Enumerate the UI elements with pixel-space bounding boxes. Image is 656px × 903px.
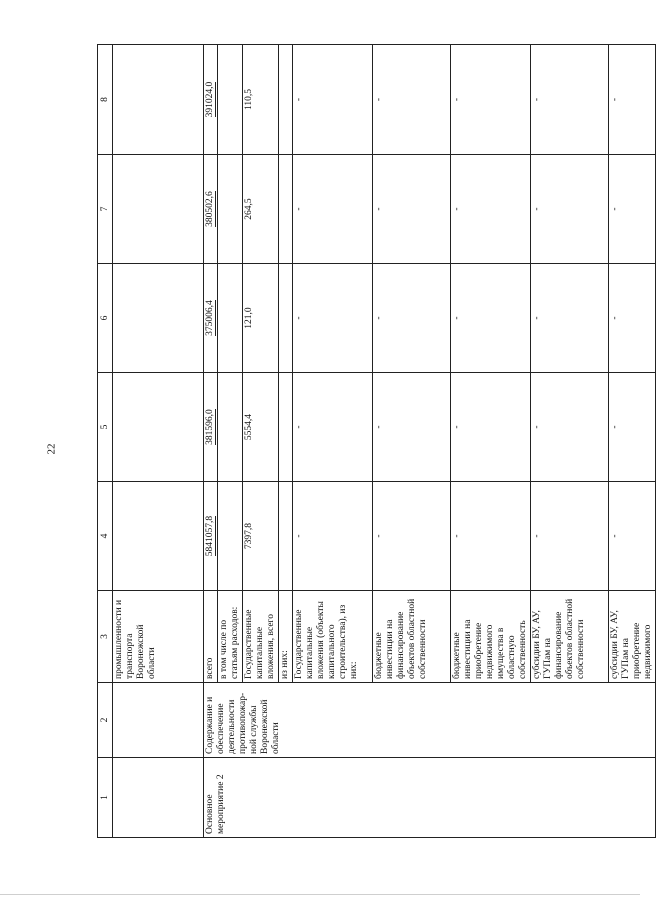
cell-value: - <box>293 264 373 373</box>
row-label: субсидии БУ, АУ, ГУПам на приобретение недвижимого <box>609 591 656 683</box>
cell-value: - <box>609 482 656 591</box>
cell-value <box>279 264 293 373</box>
cell-value: 391024,0 <box>205 81 215 118</box>
cell-value: 375006,4 <box>205 300 215 336</box>
cell-value: - <box>531 482 609 591</box>
cell-value: - <box>531 45 609 155</box>
measure-name: Содержание и обеспечение деятельности противопожар-ной службы Воронежской области <box>204 683 656 758</box>
cell-value: - <box>609 155 656 264</box>
col-header-1: 1 <box>98 758 113 838</box>
budget-table <box>97 44 656 838</box>
cell-value <box>218 45 243 155</box>
cell-value: 121,0 <box>243 264 279 373</box>
cell-value: - <box>373 264 451 373</box>
col-header-4: 4 <box>98 482 113 591</box>
cell-value: - <box>293 45 373 155</box>
column-number-row <box>98 45 113 838</box>
cell-value <box>218 482 243 591</box>
col-header-2: 2 <box>98 683 113 758</box>
cell-value: 5841057,8 <box>205 515 215 557</box>
row-label: Государственные капитальные вложения (объекты капитального строительства), из них: <box>293 591 373 683</box>
cell-value: - <box>609 45 656 155</box>
cell-value: 380502,6 <box>205 191 215 227</box>
cell-value <box>218 155 243 264</box>
cell-value <box>218 373 243 482</box>
cell-value: - <box>293 155 373 264</box>
row-label: Государственные капитальные вложения, всего <box>243 591 279 683</box>
col-header-6: 6 <box>98 264 113 373</box>
cell-value: - <box>531 155 609 264</box>
measure-label: Основное мероприятие 2 <box>204 758 656 838</box>
cell-value: - <box>451 264 531 373</box>
cell-value: 264,5 <box>243 155 279 264</box>
cell-value <box>279 45 293 155</box>
cell-value: - <box>373 482 451 591</box>
cell-value <box>218 264 243 373</box>
scan-edge-line <box>0 894 640 895</box>
cell-value <box>279 373 293 482</box>
table-row <box>204 45 218 838</box>
row-label: бюджетные инвестиции на приобретение недвижимого имущества в областную собственность <box>451 591 531 683</box>
carry-over-text: промышленности и транспорта Воронежской области <box>113 591 204 683</box>
cell-value: - <box>451 45 531 155</box>
cell-value: - <box>293 482 373 591</box>
cell-value: - <box>531 373 609 482</box>
row-label: субсидии БУ, АУ, ГУПам на финансирование объектов областной собственности <box>531 591 609 683</box>
cell-value: - <box>451 373 531 482</box>
cell-value: - <box>451 155 531 264</box>
cell-value: 110,5 <box>243 45 279 155</box>
budget-table-rotated <box>97 45 653 838</box>
col-header-7: 7 <box>98 155 113 264</box>
cell-value: - <box>373 373 451 482</box>
cell-value: - <box>609 373 656 482</box>
row-label: всего <box>204 591 218 683</box>
col-header-3: 3 <box>98 591 113 683</box>
cell-value: 381596,0 <box>205 409 215 445</box>
row-label: из них: <box>279 591 293 683</box>
cell-value: 7397,8 <box>243 482 279 591</box>
cell-value <box>279 482 293 591</box>
col-header-5: 5 <box>98 373 113 482</box>
cell-value: - <box>293 373 373 482</box>
row-label: бюджетные инвестиции на финансирование объектов областной собственности <box>373 591 451 683</box>
cell-value: - <box>373 155 451 264</box>
cell-value: - <box>373 45 451 155</box>
cell-value: 5554,4 <box>243 373 279 482</box>
row-label: в том числе по статьям расходов: <box>218 591 243 683</box>
col-header-8: 8 <box>98 45 113 155</box>
cell-value <box>279 155 293 264</box>
cell-value: - <box>531 264 609 373</box>
carry-over-row <box>113 45 204 838</box>
page-number: 22 <box>45 443 58 455</box>
cell-value: - <box>451 482 531 591</box>
cell-value: - <box>609 264 656 373</box>
